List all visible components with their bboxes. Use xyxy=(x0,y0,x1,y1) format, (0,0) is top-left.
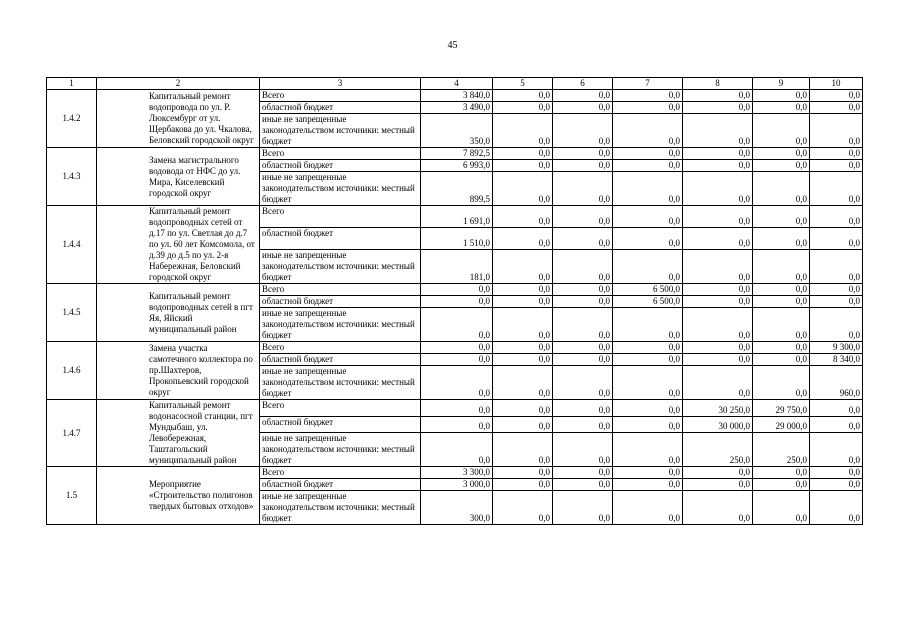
amount-cell: 0,0 xyxy=(683,342,753,354)
amount-cell: 181,0 xyxy=(421,250,493,284)
funding-source: иные не запрещенные законодательством источники: местный бюджет xyxy=(260,114,421,148)
amount-cell: 0,0 xyxy=(753,284,810,296)
amount-cell: 0,0 xyxy=(810,479,863,491)
amount-cell: 0,0 xyxy=(810,308,863,342)
amount-cell: 0,0 xyxy=(683,366,753,400)
amount-cell: 300,0 xyxy=(421,491,493,525)
amount-cell: 0,0 xyxy=(493,467,553,479)
amount-cell: 0,0 xyxy=(753,308,810,342)
amount-cell: 0,0 xyxy=(810,284,863,296)
amount-cell: 250,0 xyxy=(753,433,810,467)
row-code: 1.4.7 xyxy=(47,400,97,467)
row-code: 1.4.3 xyxy=(47,148,97,206)
amount-cell: 0,0 xyxy=(553,354,613,366)
row-name: Замена магистрального водовода от НФС до ул. Мира, Киселевский городской округ xyxy=(97,148,260,206)
amount-cell: 0,0 xyxy=(753,296,810,308)
amount-cell: 0,0 xyxy=(493,296,553,308)
amount-cell: 0,0 xyxy=(810,491,863,525)
amount-cell: 0,0 xyxy=(553,467,613,479)
amount-cell: 0,0 xyxy=(683,148,753,160)
amount-cell: 0,0 xyxy=(683,160,753,172)
column-header: 7 xyxy=(613,78,683,90)
amount-cell: 0,0 xyxy=(810,400,863,417)
row-name: Капитальный ремонт водопроводных сетей в пгт Яя, Яйский муниципальный район xyxy=(97,284,260,342)
amount-cell: 0,0 xyxy=(613,160,683,172)
amount-cell: 0,0 xyxy=(683,296,753,308)
amount-cell: 0,0 xyxy=(810,206,863,228)
amount-cell: 0,0 xyxy=(493,416,553,433)
amount-cell: 6 500,0 xyxy=(613,284,683,296)
amount-cell: 0,0 xyxy=(493,228,553,250)
funding-source: Всего xyxy=(260,342,421,354)
row-name: Капитальный ремонт водонасосной станции, пгт Мундыбаш, ул. Левобережная, Таштагольский муниципальный район xyxy=(97,400,260,467)
amount-cell: 960,0 xyxy=(810,366,863,400)
table-row xyxy=(47,400,863,417)
amount-cell: 350,0 xyxy=(421,114,493,148)
column-header: 2 xyxy=(97,78,260,90)
amount-cell: 0,0 xyxy=(421,296,493,308)
amount-cell: 9 300,0 xyxy=(810,342,863,354)
header-row xyxy=(47,78,863,90)
amount-cell: 0,0 xyxy=(421,354,493,366)
funding-source: иные не запрещенные законодательством источники: местный бюджет xyxy=(260,308,421,342)
amount-cell: 0,0 xyxy=(613,400,683,417)
amount-cell: 0,0 xyxy=(553,342,613,354)
amount-cell: 0,0 xyxy=(553,284,613,296)
amount-cell: 0,0 xyxy=(753,479,810,491)
amount-cell: 0,0 xyxy=(553,250,613,284)
funding-source: иные не запрещенные законодательством источники: местный бюджет xyxy=(260,366,421,400)
amount-cell: 250,0 xyxy=(683,433,753,467)
amount-cell: 0,0 xyxy=(493,148,553,160)
amount-cell: 0,0 xyxy=(753,467,810,479)
amount-cell: 3 490,0 xyxy=(421,102,493,114)
amount-cell: 7 892,5 xyxy=(421,148,493,160)
amount-cell: 0,0 xyxy=(683,491,753,525)
amount-cell: 0,0 xyxy=(493,250,553,284)
funding-source: областной бюджет xyxy=(260,354,421,366)
amount-cell: 0,0 xyxy=(553,366,613,400)
amount-cell: 0,0 xyxy=(613,416,683,433)
amount-cell: 0,0 xyxy=(553,114,613,148)
amount-cell: 3 840,0 xyxy=(421,90,493,102)
amount-cell: 0,0 xyxy=(493,114,553,148)
amount-cell: 0,0 xyxy=(683,228,753,250)
amount-cell: 0,0 xyxy=(810,296,863,308)
amount-cell: 0,0 xyxy=(553,102,613,114)
column-header: 1 xyxy=(47,78,97,90)
amount-cell: 0,0 xyxy=(493,284,553,296)
amount-cell: 0,0 xyxy=(683,90,753,102)
row-name: Капитальный ремонт водопровода по ул. Р. Люксембург от ул. Щербакова до ул. Чкалова, Беловский городской округ xyxy=(97,90,260,148)
amount-cell: 0,0 xyxy=(553,416,613,433)
amount-cell: 0,0 xyxy=(613,206,683,228)
amount-cell: 0,0 xyxy=(613,342,683,354)
amount-cell: 0,0 xyxy=(493,400,553,417)
amount-cell: 30 000,0 xyxy=(683,416,753,433)
funding-source: областной бюджет xyxy=(260,228,421,250)
amount-cell: 0,0 xyxy=(683,467,753,479)
amount-cell: 0,0 xyxy=(553,308,613,342)
amount-cell: 0,0 xyxy=(753,148,810,160)
amount-cell: 0,0 xyxy=(753,354,810,366)
funding-source: областной бюджет xyxy=(260,296,421,308)
amount-cell: 3 000,0 xyxy=(421,479,493,491)
amount-cell: 0,0 xyxy=(613,354,683,366)
amount-cell: 0,0 xyxy=(683,250,753,284)
column-header: 5 xyxy=(493,78,553,90)
amount-cell: 0,0 xyxy=(753,342,810,354)
amount-cell: 0,0 xyxy=(613,148,683,160)
amount-cell: 0,0 xyxy=(753,206,810,228)
amount-cell: 0,0 xyxy=(421,433,493,467)
amount-cell: 30 250,0 xyxy=(683,400,753,417)
amount-cell: 0,0 xyxy=(753,114,810,148)
amount-cell: 0,0 xyxy=(683,114,753,148)
amount-cell: 0,0 xyxy=(553,206,613,228)
row-code: 1.4.6 xyxy=(47,342,97,400)
amount-cell: 0,0 xyxy=(810,102,863,114)
amount-cell: 0,0 xyxy=(493,366,553,400)
table-row xyxy=(47,284,863,296)
amount-cell: 0,0 xyxy=(810,433,863,467)
amount-cell: 0,0 xyxy=(753,250,810,284)
amount-cell: 6 500,0 xyxy=(613,296,683,308)
budget-table xyxy=(46,77,863,525)
funding-source: областной бюджет xyxy=(260,102,421,114)
amount-cell: 0,0 xyxy=(613,114,683,148)
funding-source: Всего xyxy=(260,467,421,479)
amount-cell: 0,0 xyxy=(421,400,493,417)
amount-cell: 0,0 xyxy=(810,148,863,160)
funding-source: иные не запрещенные законодательством источники: местный бюджет xyxy=(260,433,421,467)
amount-cell: 0,0 xyxy=(683,354,753,366)
table-row xyxy=(47,206,863,228)
funding-source: областной бюджет xyxy=(260,416,421,433)
amount-cell: 0,0 xyxy=(810,416,863,433)
amount-cell: 0,0 xyxy=(493,206,553,228)
amount-cell: 0,0 xyxy=(753,366,810,400)
amount-cell: 0,0 xyxy=(810,160,863,172)
amount-cell: 0,0 xyxy=(421,342,493,354)
amount-cell: 0,0 xyxy=(553,296,613,308)
amount-cell: 0,0 xyxy=(753,90,810,102)
amount-cell: 0,0 xyxy=(493,308,553,342)
column-header: 10 xyxy=(810,78,863,90)
amount-cell: 0,0 xyxy=(613,90,683,102)
amount-cell: 0,0 xyxy=(753,172,810,206)
amount-cell: 0,0 xyxy=(810,90,863,102)
amount-cell: 899,5 xyxy=(421,172,493,206)
amount-cell: 0,0 xyxy=(683,479,753,491)
amount-cell: 0,0 xyxy=(753,228,810,250)
amount-cell: 0,0 xyxy=(493,342,553,354)
table-row xyxy=(47,90,863,102)
amount-cell: 0,0 xyxy=(421,416,493,433)
amount-cell: 3 300,0 xyxy=(421,467,493,479)
amount-cell: 0,0 xyxy=(553,160,613,172)
amount-cell: 0,0 xyxy=(753,160,810,172)
funding-source: Всего xyxy=(260,284,421,296)
funding-source: Всего xyxy=(260,400,421,417)
amount-cell: 0,0 xyxy=(683,206,753,228)
amount-cell: 29 750,0 xyxy=(753,400,810,417)
amount-cell: 0,0 xyxy=(493,90,553,102)
funding-source: областной бюджет xyxy=(260,160,421,172)
amount-cell: 0,0 xyxy=(613,467,683,479)
page-number: 45 xyxy=(447,40,458,51)
amount-cell: 0,0 xyxy=(421,366,493,400)
amount-cell: 0,0 xyxy=(810,467,863,479)
funding-source: иные не запрещенные законодательством источники: местный бюджет xyxy=(260,491,421,525)
amount-cell: 0,0 xyxy=(613,308,683,342)
row-name: Капитальный ремонт водопроводных сетей от д.17 по ул. Светлая до д.7 по ул. 60 лет Комсомола, от д.39 до д.5 по ул. 2-я Набережная, Беловский городской округ xyxy=(97,206,260,284)
amount-cell: 6 993,0 xyxy=(421,160,493,172)
amount-cell: 0,0 xyxy=(553,90,613,102)
funding-source: иные не запрещенные законодательством источники: местный бюджет xyxy=(260,172,421,206)
amount-cell: 0,0 xyxy=(553,433,613,467)
amount-cell: 0,0 xyxy=(493,433,553,467)
row-code: 1.4.5 xyxy=(47,284,97,342)
amount-cell: 0,0 xyxy=(613,172,683,206)
table-row xyxy=(47,148,863,160)
amount-cell: 8 340,0 xyxy=(810,354,863,366)
amount-cell: 0,0 xyxy=(553,228,613,250)
amount-cell: 0,0 xyxy=(613,228,683,250)
table-row xyxy=(47,467,863,479)
amount-cell: 0,0 xyxy=(493,102,553,114)
row-code: 1.4.2 xyxy=(47,90,97,148)
amount-cell: 0,0 xyxy=(493,479,553,491)
amount-cell: 1 691,0 xyxy=(421,206,493,228)
amount-cell: 29 000,0 xyxy=(753,416,810,433)
row-name: Замена участка самотечного коллектора по пр.Шахтеров, Прокопьевский городской округ xyxy=(97,342,260,400)
amount-cell: 0,0 xyxy=(553,172,613,206)
table-row xyxy=(47,342,863,354)
amount-cell: 0,0 xyxy=(683,102,753,114)
amount-cell: 0,0 xyxy=(613,250,683,284)
amount-cell: 0,0 xyxy=(613,102,683,114)
column-header: 4 xyxy=(421,78,493,90)
column-header: 6 xyxy=(553,78,613,90)
amount-cell: 0,0 xyxy=(493,172,553,206)
row-code: 1.5 xyxy=(47,467,97,525)
amount-cell: 0,0 xyxy=(753,102,810,114)
amount-cell: 0,0 xyxy=(421,284,493,296)
amount-cell: 0,0 xyxy=(613,433,683,467)
amount-cell: 0,0 xyxy=(493,160,553,172)
amount-cell: 0,0 xyxy=(613,479,683,491)
amount-cell: 0,0 xyxy=(810,228,863,250)
amount-cell: 0,0 xyxy=(683,308,753,342)
column-header: 3 xyxy=(260,78,421,90)
amount-cell: 0,0 xyxy=(553,400,613,417)
amount-cell: 0,0 xyxy=(683,284,753,296)
row-name: Мероприятие «Строительство полигонов твердых бытовых отходов» xyxy=(97,467,260,525)
amount-cell: 0,0 xyxy=(810,172,863,206)
column-header: 8 xyxy=(683,78,753,90)
funding-source: Всего xyxy=(260,148,421,160)
funding-source: Всего xyxy=(260,206,421,228)
funding-source: областной бюджет xyxy=(260,479,421,491)
amount-cell: 0,0 xyxy=(613,366,683,400)
funding-source: Всего xyxy=(260,90,421,102)
amount-cell: 0,0 xyxy=(553,148,613,160)
amount-cell: 0,0 xyxy=(613,491,683,525)
amount-cell: 0,0 xyxy=(683,172,753,206)
column-header: 9 xyxy=(753,78,810,90)
amount-cell: 0,0 xyxy=(553,491,613,525)
amount-cell: 0,0 xyxy=(810,250,863,284)
amount-cell: 0,0 xyxy=(493,354,553,366)
amount-cell: 1 510,0 xyxy=(421,228,493,250)
amount-cell: 0,0 xyxy=(553,479,613,491)
row-code: 1.4.4 xyxy=(47,206,97,284)
amount-cell: 0,0 xyxy=(810,114,863,148)
funding-source: иные не запрещенные законодательством источники: местный бюджет xyxy=(260,250,421,284)
amount-cell: 0,0 xyxy=(493,491,553,525)
amount-cell: 0,0 xyxy=(753,491,810,525)
amount-cell: 0,0 xyxy=(421,308,493,342)
